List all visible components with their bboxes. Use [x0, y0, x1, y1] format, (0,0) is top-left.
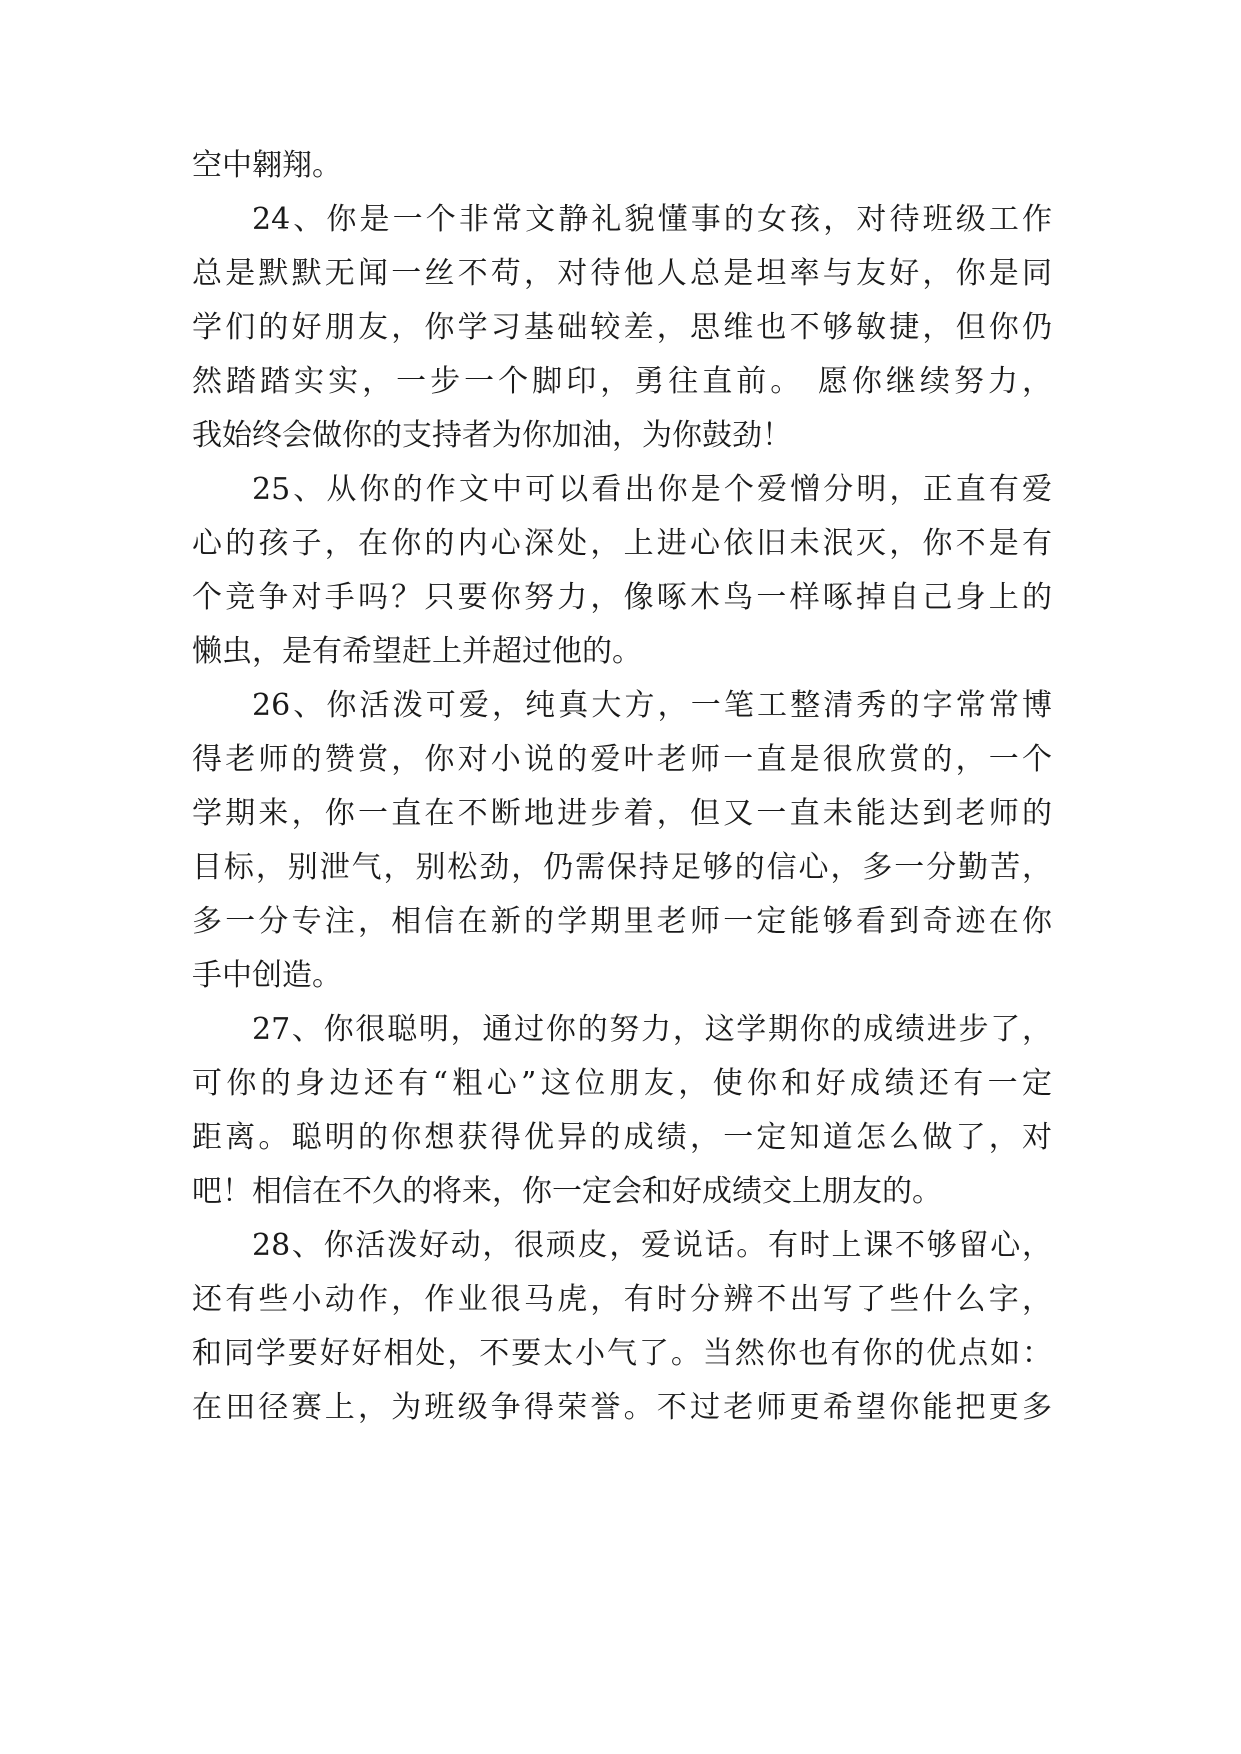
text-line: 我始终会做你的支持者为你加油，为你鼓劲！: [192, 418, 792, 453]
text-line: 然踏踏实实，一步一个脚印，勇往直前。 愿你继续努力，: [192, 364, 1052, 399]
text-line: 多一分专注，相信在新的学期里老师一定能够看到奇迹在你: [192, 904, 1052, 939]
text-line: 总是默默无闻一丝不苟，对待他人总是坦率与友好，你是同: [192, 256, 1052, 291]
text-line: 26、你活泼可爱，纯真大方，一笔工整清秀的字常常博: [252, 688, 1052, 723]
text-line: 目标，别泄气，别松劲，仍需保持足够的信心，多一分勤苦，: [192, 850, 1052, 885]
text-line: 吧！相信在不久的将来，你一定会和好成绩交上朋友的。: [192, 1174, 942, 1209]
text-line: 距离。聪明的你想获得优异的成绩，一定知道怎么做了，对: [192, 1120, 1052, 1155]
text-line: 25、从你的作文中可以看出你是个爱憎分明，正直有爱: [252, 472, 1052, 507]
text-line: 学期来，你一直在不断地进步着，但又一直未能达到老师的: [192, 796, 1052, 831]
text-line: 可你的身边还有“粗心”这位朋友，使你和好成绩还有一定: [192, 1066, 1052, 1101]
text-line: 学们的好朋友，你学习基础较差，思维也不够敏捷，但你仍: [192, 310, 1052, 345]
text-line: 得老师的赞赏，你对小说的爱叶老师一直是很欣赏的，一个: [192, 742, 1052, 777]
text-line: 空中翱翔。: [192, 148, 342, 183]
text-line: 在田径赛上，为班级争得荣誉。不过老师更希望你能把更多: [192, 1390, 1052, 1425]
text-line: 手中创造。: [192, 958, 342, 993]
text-line: 27、你很聪明，通过你的努力，这学期你的成绩进步了，: [252, 1012, 1052, 1047]
text-line: 还有些小动作，作业很马虎，有时分辨不出写了些什么字，: [192, 1282, 1052, 1317]
text-line: 和同学要好好相处，不要太小气了。当然你也有你的优点如：: [192, 1336, 1052, 1371]
text-line: 个竞争对手吗？只要你努力，像啄木鸟一样啄掉自己身上的: [192, 580, 1052, 615]
text-line: 懒虫，是有希望赶上并超过他的。: [192, 634, 642, 669]
text-line: 心的孩子，在你的内心深处，上进心依旧未泯灭，你不是有: [192, 526, 1052, 561]
text-line: 28、你活泼好动，很顽皮，爱说话。有时上课不够留心，: [252, 1228, 1052, 1263]
text-line: 24、你是一个非常文静礼貌懂事的女孩，对待班级工作: [252, 202, 1052, 237]
